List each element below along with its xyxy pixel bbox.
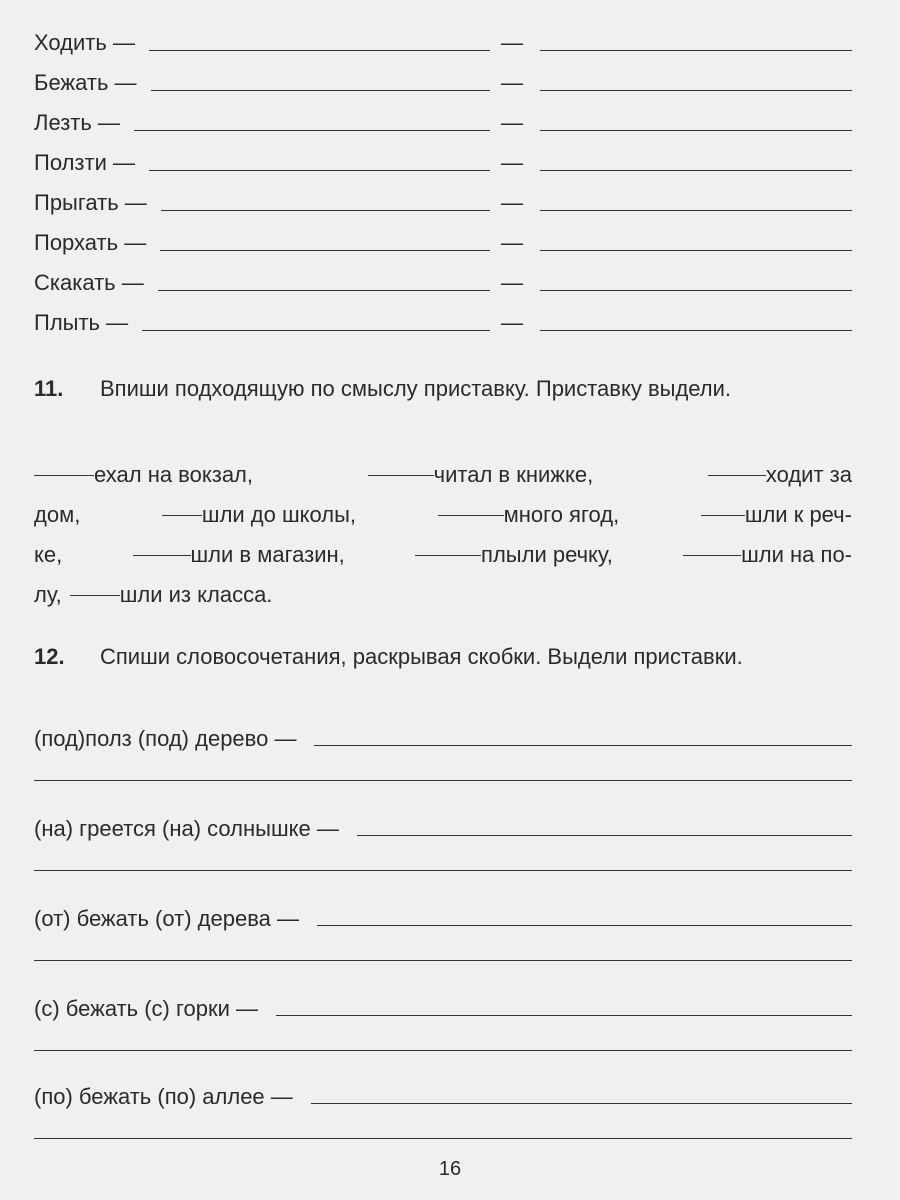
verb-row [34, 148, 852, 176]
task-12 [34, 638, 854, 675]
answer-line[interactable] [134, 130, 490, 131]
blank-group [368, 462, 594, 488]
task-instruction: Спиши словосочетания, раскрывая скобки. Выдели приставки. [100, 644, 743, 669]
dash: — [501, 150, 523, 175]
prefix-blank[interactable] [133, 555, 191, 556]
answer-line[interactable] [540, 50, 852, 51]
answer-line[interactable] [311, 1103, 852, 1104]
dash: — [501, 190, 523, 215]
verb-row [34, 28, 852, 56]
verb-row [34, 228, 852, 256]
text-line [34, 458, 852, 488]
answer-line[interactable] [540, 330, 852, 331]
task-11 [34, 370, 854, 407]
answer-line[interactable] [317, 925, 852, 926]
text-fragment: шли до школы, [201, 502, 357, 527]
answer-line[interactable] [540, 90, 852, 91]
phrase-row [34, 722, 852, 752]
text-fragment: шли на по- [741, 542, 852, 567]
answer-line[interactable] [540, 250, 852, 251]
answer-line[interactable] [151, 90, 490, 91]
answer-line[interactable] [34, 1138, 852, 1139]
blank-group [438, 502, 620, 528]
prefix-blank[interactable] [438, 515, 504, 516]
text-fragment: дом, [34, 502, 81, 527]
answer-line[interactable] [540, 210, 852, 211]
verb-label: Прыгать — [34, 190, 147, 215]
prefix-blank[interactable] [70, 595, 120, 596]
text-fragment: много ягод, [503, 502, 620, 527]
blank-group [162, 502, 356, 528]
task-number: 11. [34, 376, 64, 401]
answer-line[interactable] [34, 870, 852, 871]
task-instruction: Впиши подходящую по смыслу приставку. Приставку выдели. [100, 376, 732, 401]
prefix-blank[interactable] [701, 515, 745, 516]
text-line [34, 538, 852, 568]
prefix-blank[interactable] [683, 555, 741, 556]
prefix-blank[interactable] [368, 475, 434, 476]
blank-group [701, 502, 852, 528]
phrase-row [34, 992, 852, 1022]
dash: — [501, 270, 523, 295]
answer-line[interactable] [142, 330, 490, 331]
blank-group [34, 462, 253, 488]
answer-line[interactable] [314, 745, 852, 746]
answer-line[interactable] [149, 170, 490, 171]
text-fragment: лу, [34, 582, 62, 607]
text-fragment: ке, [34, 542, 63, 567]
verb-label: Ползти — [34, 150, 135, 175]
text-line [34, 498, 852, 528]
prefix-blank[interactable] [34, 475, 94, 476]
verb-row [34, 268, 852, 296]
text-line [34, 578, 852, 608]
answer-line[interactable] [540, 170, 852, 171]
answer-line[interactable] [149, 50, 490, 51]
verb-label: Ходить — [34, 30, 135, 55]
verb-label: Бежать — [34, 70, 137, 95]
answer-line[interactable] [34, 780, 852, 781]
text-fragment: шли из класса. [119, 582, 273, 607]
answer-line[interactable] [160, 250, 490, 251]
dash: — [501, 110, 523, 135]
task-number: 12. [34, 644, 65, 669]
answer-line[interactable] [34, 960, 852, 961]
text-fragment: шли в магазин, [190, 542, 345, 567]
phrase-label: (от) бежать (от) дерева — [34, 906, 299, 931]
phrase-row [34, 812, 852, 842]
answer-line[interactable] [158, 290, 490, 291]
verb-label: Скакать — [34, 270, 144, 295]
verb-row [34, 108, 852, 136]
text-fragment: шли к реч- [744, 502, 852, 527]
blank-group [133, 542, 345, 568]
verb-label: Плыть — [34, 310, 129, 335]
text-fragment: плыли речку, [481, 542, 613, 567]
phrase-row [34, 1080, 852, 1110]
answer-line[interactable] [161, 210, 490, 211]
prefix-blank[interactable] [415, 555, 481, 556]
dash: — [501, 310, 523, 335]
verb-row [34, 188, 852, 216]
page-number: 16 [438, 1158, 462, 1180]
verb-row [34, 308, 852, 336]
dash: — [501, 230, 523, 255]
blank-group [683, 542, 852, 568]
phrase-row [34, 902, 852, 932]
answer-line[interactable] [357, 835, 852, 836]
answer-line[interactable] [34, 1050, 852, 1051]
text-fragment: ходит за [765, 462, 852, 487]
blank-group [70, 582, 273, 608]
blank-group [708, 462, 852, 488]
verb-label: Лезть — [34, 110, 120, 135]
dash: — [501, 70, 523, 95]
blank-group [415, 542, 613, 568]
prefix-blank[interactable] [708, 475, 766, 476]
dash: — [501, 30, 523, 55]
verb-label: Порхать — [34, 230, 147, 255]
verb-row [34, 68, 852, 96]
text-fragment: ехал на вокзал, [94, 462, 254, 487]
text-fragment: читал в книжке, [433, 462, 594, 487]
answer-line[interactable] [276, 1015, 852, 1016]
answer-line[interactable] [540, 290, 852, 291]
answer-line[interactable] [540, 130, 852, 131]
phrase-label: (с) бежать (с) горки — [34, 996, 259, 1021]
phrase-label: (по) бежать (по) аллее — [34, 1084, 293, 1109]
phrase-label: (под)полз (под) дерево — [34, 726, 297, 751]
prefix-blank[interactable] [162, 515, 202, 516]
phrase-label: (на) греется (на) солнышке — [34, 816, 339, 841]
